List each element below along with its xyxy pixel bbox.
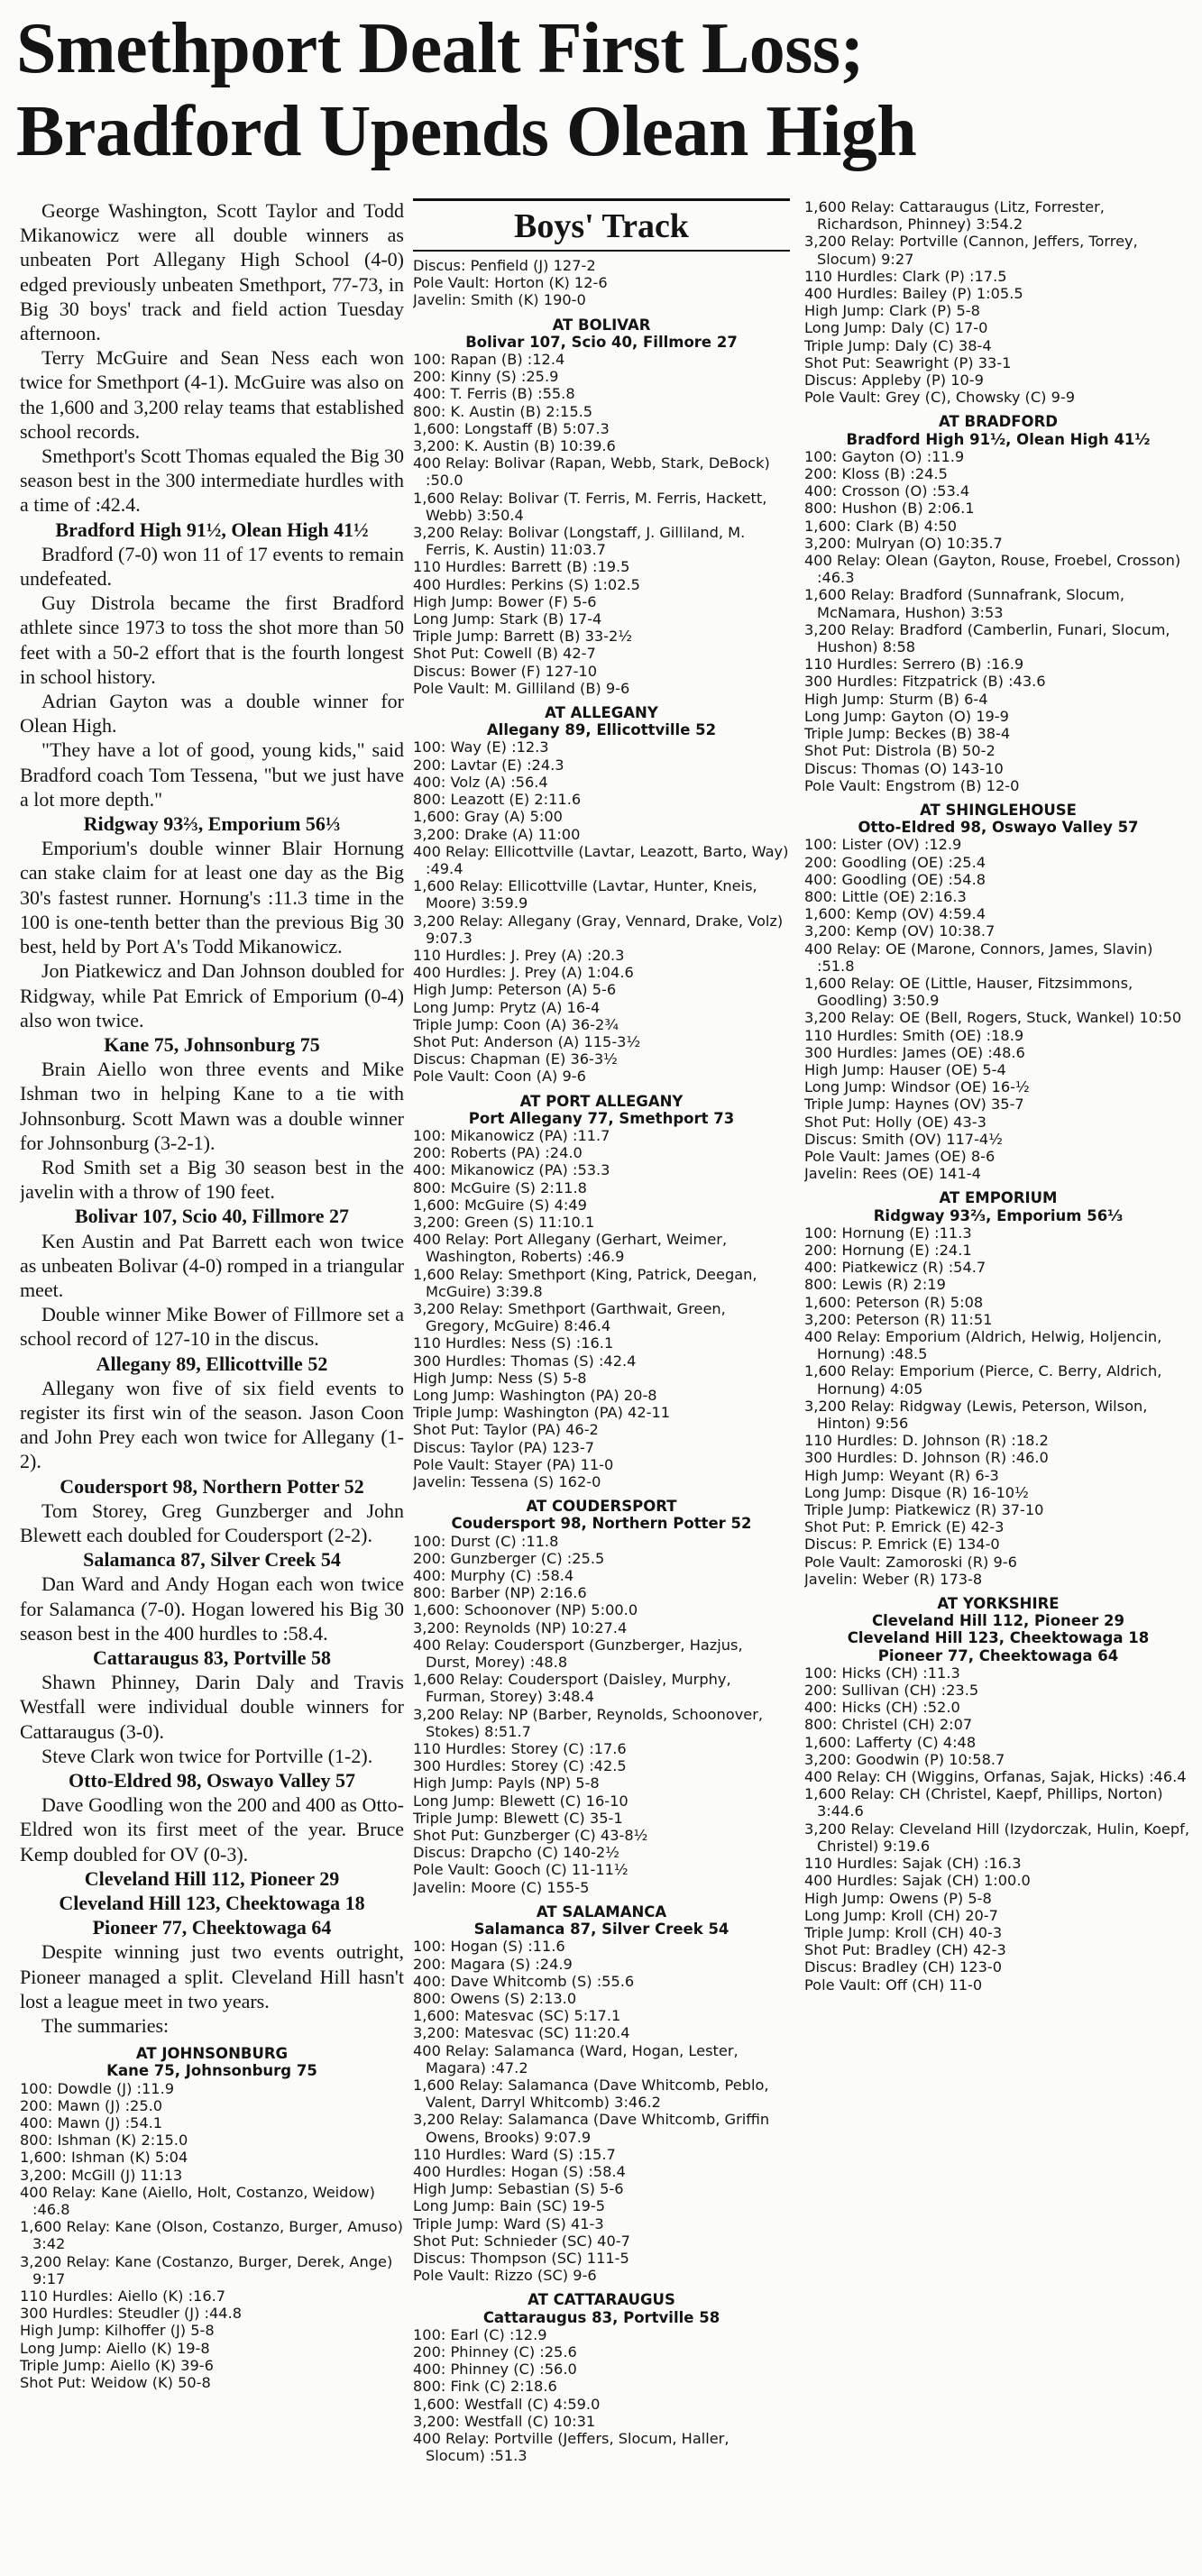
result-line: 100: Hogan (S) :11.6 xyxy=(413,1938,565,1956)
story-paragraph: Steve Clark won twice for Portville (1-2). xyxy=(41,1744,373,1767)
result-line: High Jump: Payls (NP) 5-8 xyxy=(413,1774,600,1792)
story-subhead: Bolivar 107, Scio 40, Fillmore 27 xyxy=(74,1205,350,1228)
result-line: 300 Hurdles: Storey (C) :42.5 xyxy=(413,1757,627,1775)
result-line: High Jump: Sebastian (S) 5-6 xyxy=(413,2180,624,2198)
result-line: 200: Goodling (OE) :25.4 xyxy=(804,853,986,871)
result-line: Discus: Penfield (J) 127-2 xyxy=(413,257,596,274)
result-line: 110 Hurdles: Sajak (CH) :16.3 xyxy=(804,1855,1022,1873)
result-line: 1,600: McGuire (S) 4:49 xyxy=(413,1196,587,1214)
result-line: Long Jump: Kroll (CH) 20-7 xyxy=(804,1906,998,1924)
result-line: 1,600 Relay: Smethport (King, Patrick, Deegan, McGuire) 3:39.8 xyxy=(413,1265,757,1300)
story-paragraph: Shawn Phinney, Darin Daly and Travis Westfall were individual double winners for Cattaraugus (3-0). xyxy=(20,1671,404,1743)
meet-location-heading: AT JOHNSONBURG xyxy=(135,2045,289,2063)
result-line: Pole Vault: Grey (C), Chowsky (C) 9-9 xyxy=(804,389,1076,407)
meet-score-heading: Allegany 89, Ellicottville 52 xyxy=(486,721,717,739)
result-line: 400 Hurdles: Perkins (S) 1:02.5 xyxy=(413,575,640,593)
result-line: Shot Put: Bradley (CH) 42-3 xyxy=(804,1941,1006,1959)
result-line: 3,200 Relay: Bolivar (Longstaff, J. Gilliland, M. Ferris, K. Austin) 11:03.7 xyxy=(413,524,746,559)
result-line: 1,600: Schoonover (NP) 5:00.0 xyxy=(413,1601,638,1619)
meet-location-heading: AT BRADFORD xyxy=(939,413,1058,431)
meet-location-heading: AT SHINGLEHOUSE xyxy=(920,801,1077,819)
result-line: Pole Vault: Zamoroski (R) 9-6 xyxy=(804,1553,1017,1571)
result-line: 800: Ishman (K) 2:15.0 xyxy=(20,2131,188,2150)
meet-score-heading: Coudersport 98, Northern Potter 52 xyxy=(451,1515,752,1533)
result-line: 800: Owens (S) 2:13.0 xyxy=(413,1989,577,2007)
result-line: 400 Hurdles: Sajak (CH) 1:00.0 xyxy=(804,1872,1031,1890)
result-line: 3,200: Goodwin (P) 10:58.7 xyxy=(804,1750,1005,1768)
result-line: Triple Jump: Kroll (CH) 40-3 xyxy=(804,1923,1003,1941)
story-subhead: Cattaraugus 83, Portville 58 xyxy=(93,1646,331,1669)
story-paragraph: Despite winning just two events outright, Pioneer managed a split. Cleveland Hill hasn't lost a league meet in two years. xyxy=(20,1940,404,2012)
result-line: 3,200: Mulryan (O) 10:35.7 xyxy=(804,534,1003,552)
result-line: 200: Phinney (C) :25.6 xyxy=(413,2342,577,2361)
result-line: Triple Jump: Haynes (OV) 35-7 xyxy=(804,1095,1024,1114)
result-line: Long Jump: Stark (B) 17-4 xyxy=(413,610,602,628)
result-line: 3,200: Matesvac (SC) 11:20.4 xyxy=(413,2024,630,2042)
result-line: Discus: Thompson (SC) 111-5 xyxy=(413,2249,629,2267)
result-line: Long Jump: Daly (C) 17-0 xyxy=(804,319,988,337)
result-line: 400: Dave Whitcomb (S) :55.6 xyxy=(413,1972,635,1990)
result-line: 3,200 Relay: Ridgway (Lewis, Peterson, Wilson, Hinton) 9:56 xyxy=(804,1397,1148,1433)
result-line: 100: Gayton (O) :11.9 xyxy=(804,447,965,465)
meet-score-heading: Cleveland Hill 123, Cheektowaga 18 xyxy=(847,1629,1150,1647)
meet-score-heading: Otto-Eldred 98, Oswayo Valley 57 xyxy=(858,819,1139,837)
headline-line-2: Bradford Upends Olean High xyxy=(16,92,917,171)
result-line: Long Jump: Blewett (C) 16-10 xyxy=(413,1792,629,1810)
story-subhead: Bradford High 91½, Olean High 41½ xyxy=(55,518,369,541)
result-line: Triple Jump: Beckes (B) 38-4 xyxy=(804,725,1011,743)
result-line: 3,200: Kemp (OV) 10:38.7 xyxy=(804,922,996,940)
story-paragraph: Ken Austin and Pat Barrett each won twice as unbeaten Bolivar (4-0) romped in a triangular meet. xyxy=(20,1229,404,1301)
result-line: High Jump: Clark (P) 5-8 xyxy=(804,302,980,320)
result-line: High Jump: Owens (P) 5-8 xyxy=(804,1889,992,1907)
result-line: 1,600 Relay: Cattaraugus (Litz, Forrester, Richardson, Phinney) 3:54.2 xyxy=(804,198,1105,234)
result-line: Shot Put: Gunzberger (C) 43-8½ xyxy=(413,1827,648,1845)
result-line: 800: McGuire (S) 2:11.8 xyxy=(413,1178,587,1196)
result-line: 3,200 Relay: Portville (Cannon, Jeffers, Torrey, Slocum) 9:27 xyxy=(804,233,1138,268)
result-line: 300 Hurdles: James (OE) :48.6 xyxy=(804,1043,1025,1061)
result-line: 800: K. Austin (B) 2:15.5 xyxy=(413,402,593,420)
result-line: 400: T. Ferris (B) :55.8 xyxy=(413,385,575,403)
result-line: Long Jump: Windsor (OE) 16-½ xyxy=(804,1078,1030,1096)
result-line: 400 Relay: Salamanca (Ward, Hogan, Lester, Magara) :47.2 xyxy=(413,2041,739,2076)
result-line: 100: Way (E) :12.3 xyxy=(413,738,549,756)
column-2 xyxy=(413,198,790,2464)
story-paragraph: Smethport's Scott Thomas equaled the Big 30 season best in the 300 intermediate hurdles with a time of :42.4. xyxy=(20,445,404,517)
result-line: 1,600 Relay: Coudersport (Daisley, Murphy, Furman, Storey) 3:48.4 xyxy=(413,1671,731,1706)
result-line: 1,600 Relay: Ellicottville (Lavtar, Hunter, Kneis, Moore) 3:59.9 xyxy=(413,877,757,912)
meet-score-heading: Bradford High 91½, Olean High 41½ xyxy=(846,430,1151,448)
result-line: Shot Put: Taylor (PA) 46-2 xyxy=(413,1421,599,1439)
story-paragraph: Brain Aiello won three events and Mike Ishman two in helping Kane to a tie with Johnsonburg. Scott Mawn was a double winner for Johnsonburg (3-2-1). xyxy=(20,1058,404,1154)
result-line: 100: Lister (OV) :12.9 xyxy=(804,836,962,854)
meet-score-heading: Pioneer 77, Cheektowaga 64 xyxy=(877,1646,1119,1664)
result-line: Long Jump: Gayton (O) 19-9 xyxy=(804,707,1009,725)
summaries-column-3 xyxy=(804,198,1192,1994)
story-subhead: Pioneer 77, Cheektowaga 64 xyxy=(92,1916,332,1939)
story-subhead: Allegany 89, Ellicottville 52 xyxy=(96,1352,328,1375)
result-line: High Jump: Kilhoffer (J) 5-8 xyxy=(20,2322,215,2340)
result-line: 400 Relay: Emporium (Aldrich, Helwig, Holjencin, Hornung) :48.5 xyxy=(804,1328,1162,1363)
story-subhead: Salamanca 87, Silver Creek 54 xyxy=(83,1548,341,1572)
result-line: High Jump: Hauser (OE) 5-4 xyxy=(804,1060,1006,1078)
summaries-column-2 xyxy=(413,257,790,2464)
result-line: 110 Hurdles: Barrett (B) :19.5 xyxy=(413,558,630,576)
result-line: 400 Hurdles: Hogan (S) :58.4 xyxy=(413,2162,626,2180)
result-line: Javelin: Moore (C) 155-5 xyxy=(413,1878,590,1896)
result-line: Shot Put: Seawright (P) 33-1 xyxy=(804,353,1012,371)
result-line: 400 Relay: OE (Marone, Connors, James, Slavin) :51.8 xyxy=(804,940,1153,975)
result-line: 400: Crosson (O) :53.4 xyxy=(804,482,970,500)
result-line: 400 Hurdles: J. Prey (A) 1:04.6 xyxy=(413,964,634,982)
result-line: 400: Goodling (OE) :54.8 xyxy=(804,870,986,888)
result-line: 3,200 Relay: Allegany (Gray, Vennard, Drake, Volz) 9:07.3 xyxy=(413,912,784,947)
result-line: 400 Relay: Olean (Gayton, Rouse, Froebel, Crosson) :46.3 xyxy=(804,552,1181,587)
result-line: 3,200 Relay: Smethport (Garthwait, Green, Gregory, McGuire) 8:46.4 xyxy=(413,1299,726,1335)
result-line: 110 Hurdles: D. Johnson (R) :18.2 xyxy=(804,1432,1049,1450)
result-line: 200: Gunzberger (C) :25.5 xyxy=(413,1549,605,1567)
result-line: 3,200: Peterson (R) 11:51 xyxy=(804,1310,993,1328)
result-line: 1,600: Peterson (R) 5:08 xyxy=(804,1293,984,1311)
result-line: Shot Put: Weidow (K) 50-8 xyxy=(20,2374,211,2392)
result-line: High Jump: Peterson (A) 5-6 xyxy=(413,981,617,999)
result-line: 1,600 Relay: Bradford (Sunnafrank, Slocum, McNamara, Hushon) 3:53 xyxy=(804,586,1124,621)
result-line: Pole Vault: Horton (K) 12-6 xyxy=(413,274,608,292)
story-subhead: Coudersport 98, Northern Potter 52 xyxy=(60,1474,364,1498)
result-line: 200: Mawn (J) :25.0 xyxy=(20,2096,163,2114)
result-line: 800: Fink (C) 2:18.6 xyxy=(413,2378,557,2396)
result-line: 3,200: Green (S) 11:10.1 xyxy=(413,1213,595,1231)
story-paragraph: George Washington, Scott Taylor and Todd Mikanowicz were all double winners as unbeaten Port Allegany High School (4-0) edged previously unbeaten Smethport, 77-73, in Big 30 boys' track and field action Tuesday afternoon. xyxy=(20,199,404,345)
result-line: Long Jump: Prytz (A) 16-4 xyxy=(413,998,601,1016)
result-line: Discus: Chapman (E) 36-3½ xyxy=(413,1050,618,1068)
result-line: 400: Hicks (CH) :52.0 xyxy=(804,1699,960,1717)
result-line: 1,600 Relay: CH (Christel, Kaepf, Phillips, Norton) 3:44.6 xyxy=(804,1785,1163,1820)
result-line: 300 Hurdles: Steudler (J) :44.8 xyxy=(20,2305,243,2323)
result-line: 110 Hurdles: J. Prey (A) :20.3 xyxy=(413,946,625,964)
story-paragraph: "They have a lot of good, young kids," said Bradford coach Tom Tessena, "but we just have a lot more depth." xyxy=(20,738,404,811)
column-3 xyxy=(804,198,1192,1994)
result-line: Discus: Taylor (PA) 123-7 xyxy=(413,1438,595,1456)
result-line: 300 Hurdles: Thomas (S) :42.4 xyxy=(413,1352,637,1370)
result-line: 110 Hurdles: Aiello (K) :16.7 xyxy=(20,2287,226,2306)
story-paragraph: Adrian Gayton was a double winner for Olean High. xyxy=(20,690,404,738)
result-line: Javelin: Weber (R) 173-8 xyxy=(804,1570,983,1588)
result-line: High Jump: Bower (F) 5-6 xyxy=(413,592,597,610)
result-line: Pole Vault: Gooch (C) 11-11½ xyxy=(413,1861,629,1879)
result-line: Shot Put: Distrola (B) 50-2 xyxy=(804,742,996,760)
result-line: 400 Hurdles: Bailey (P) 1:05.5 xyxy=(804,285,1023,303)
result-line: 1,600: Matesvac (SC) 5:17.1 xyxy=(413,2007,621,2025)
result-line: Discus: Bradley (CH) 123-0 xyxy=(804,1958,1003,1976)
result-line: 100: Rapan (B) :12.4 xyxy=(413,351,565,369)
result-line: 400 Relay: Coudersport (Gunzberger, Hazjus, Durst, Morey) :48.8 xyxy=(413,1636,743,1672)
result-line: 800: Leazott (E) 2:11.6 xyxy=(413,791,582,809)
result-line: 3,200 Relay: Cleveland Hill (Izydorczak, Hulin, Koepf, Christel) 9:19.6 xyxy=(804,1820,1189,1855)
result-line: Triple Jump: Washington (PA) 42-11 xyxy=(413,1404,671,1422)
result-line: 800: Christel (CH) 2:07 xyxy=(804,1716,973,1734)
result-line: 110 Hurdles: Ward (S) :15.7 xyxy=(413,2145,616,2163)
result-line: 200: Lavtar (E) :24.3 xyxy=(413,756,564,774)
story-subhead: Cleveland Hill 112, Pioneer 29 xyxy=(84,1866,340,1890)
result-line: 400: Volz (A) :56.4 xyxy=(413,773,548,791)
meet-score-heading: Kane 75, Johnsonburg 75 xyxy=(106,2062,317,2080)
result-line: 400: Phinney (C) :56.0 xyxy=(413,2361,577,2379)
result-line: Pole Vault: Off (CH) 11-0 xyxy=(804,1976,983,1994)
story-paragraph: The summaries: xyxy=(41,2014,170,2038)
result-line: 300 Hurdles: Fitzpatrick (B) :43.6 xyxy=(804,673,1046,691)
result-line: High Jump: Ness (S) 5-8 xyxy=(413,1369,587,1387)
story-paragraph: Dan Ward and Andy Hogan each won twice for Salamanca (7-0). Hogan lowered his Big 30 season best in the 400 hurdles to :58.4. xyxy=(20,1572,404,1645)
result-line: 3,200 Relay: Salamanca (Dave Whitcomb, Griffin Owens, Brooks) 9:07.9 xyxy=(413,2111,770,2146)
result-line: 1,600: Westfall (C) 4:59.0 xyxy=(413,2395,601,2413)
result-line: 3,200 Relay: Bradford (Camberlin, Funari, Slocum, Hushon) 8:58 xyxy=(804,620,1170,656)
meet-score-heading: Cattaraugus 83, Portville 58 xyxy=(482,2308,720,2326)
headline-line-1: Smethport Dealt First Loss; xyxy=(16,9,864,88)
result-line: 110 Hurdles: Ness (S) :16.1 xyxy=(413,1334,614,1352)
result-line: Triple Jump: Aiello (K) 39-6 xyxy=(20,2356,214,2374)
meet-location-heading: AT EMPORIUM xyxy=(939,1189,1058,1207)
story-paragraph: Bradford (7-0) won 11 of 17 events to remain undefeated. xyxy=(20,542,404,591)
story-paragraph: Emporium's double winner Blair Hornung can stake claim for at least one day as the Big 30's fastest runner. Hornung's :11.3 time in the 100 is one-tenth better than the previous Big 30 best, held by Port A's Todd Mikanowicz. xyxy=(20,837,404,958)
story-subhead: Otto-Eldred 98, Oswayo Valley 57 xyxy=(68,1769,355,1792)
result-line: 100: Mikanowicz (PA) :11.7 xyxy=(413,1126,610,1144)
result-line: 3,200 Relay: OE (Bell, Rogers, Stuck, Wankel) 10:50 xyxy=(804,1009,1182,1027)
result-line: 800: Lewis (R) 2:19 xyxy=(804,1276,946,1294)
result-line: 1,600: Gray (A) 5:00 xyxy=(413,808,563,826)
result-line: 1,600 Relay: Salamanca (Dave Whitcomb, Peblo, Valent, Darryl Whitcomb) 3:46.2 xyxy=(413,2076,769,2112)
result-line: 110 Hurdles: Serrero (B) :16.9 xyxy=(804,655,1024,674)
result-line: Triple Jump: Piatkewicz (R) 37-10 xyxy=(804,1501,1044,1519)
result-line: 110 Hurdles: Clark (P) :17.5 xyxy=(804,267,1007,285)
meet-location-heading: AT YORKSHIRE xyxy=(937,1595,1060,1613)
result-line: 100: Dowdle (J) :11.9 xyxy=(20,2079,175,2097)
result-line: 400 Relay: CH (Wiggins, Orfanas, Sajak, Hicks) :46.4 xyxy=(804,1768,1187,1786)
meet-location-heading: AT CATTARAUGUS xyxy=(528,2291,675,2309)
result-line: Long Jump: Aiello (K) 19-8 xyxy=(20,2339,210,2357)
summaries-column-1 xyxy=(20,2045,404,2391)
result-line: Long Jump: Washington (PA) 20-8 xyxy=(413,1387,657,1404)
result-line: 1,600: Kemp (OV) 4:59.4 xyxy=(804,905,986,923)
result-line: 1,600: Longstaff (B) 5:07.3 xyxy=(413,419,610,437)
column-1 xyxy=(20,198,404,2391)
result-line: Javelin: Smith (K) 190-0 xyxy=(413,291,586,309)
result-line: Shot Put: Cowell (B) 42-7 xyxy=(413,645,596,663)
result-line: Triple Jump: Coon (A) 36-2¾ xyxy=(413,1015,619,1033)
meet-score-heading: Cleveland Hill 112, Pioneer 29 xyxy=(871,1612,1125,1630)
result-line: Pole Vault: Engstrom (B) 12-0 xyxy=(804,776,1020,794)
result-line: 1,600 Relay: OE (Little, Hauser, Fitzsimmons, Goodling) 3:50.9 xyxy=(804,974,1133,1010)
result-line: Pole Vault: James (OE) 8-6 xyxy=(804,1147,996,1165)
result-line: 400: Piatkewicz (R) :54.7 xyxy=(804,1259,986,1277)
result-line: 400: Murphy (C) :58.4 xyxy=(413,1567,574,1585)
result-line: 400 Relay: Portville (Jeffers, Slocum, Haller, Slocum) :51.3 xyxy=(413,2429,729,2465)
story-paragraph: Double winner Mike Bower of Fillmore set a school record of 127-10 in the discus. xyxy=(20,1303,404,1351)
result-line: 100: Hicks (CH) :11.3 xyxy=(804,1664,960,1682)
result-line: 800: Barber (NP) 2:16.6 xyxy=(413,1584,587,1602)
result-line: 800: Hushon (B) 2:06.1 xyxy=(804,500,975,518)
result-line: 300 Hurdles: D. Johnson (R) :46.0 xyxy=(804,1449,1049,1467)
result-line: 200: Roberts (PA) :24.0 xyxy=(413,1144,583,1162)
result-line: Javelin: Tessena (S) 162-0 xyxy=(413,1473,601,1491)
meet-location-heading: AT BOLIVAR xyxy=(552,316,651,334)
result-line: Triple Jump: Barrett (B) 33-2½ xyxy=(413,628,633,646)
result-line: 200: Sullivan (CH) :23.5 xyxy=(804,1682,979,1700)
result-line: 200: Kinny (S) :25.9 xyxy=(413,368,559,386)
result-line: 1,600 Relay: Bolivar (T. Ferris, M. Ferris, Hackett, Webb) 3:50.4 xyxy=(413,489,767,524)
result-line: 200: Hornung (E) :24.1 xyxy=(804,1241,972,1259)
result-line: 3,200: K. Austin (B) 10:39.6 xyxy=(413,437,616,455)
result-line: 400 Relay: Ellicottville (Lavtar, Leazott, Barto, Way) :49.4 xyxy=(413,842,789,877)
result-line: 400 Relay: Bolivar (Rapan, Webb, Stark, DeBock) :50.0 xyxy=(413,454,770,490)
result-line: Discus: P. Emrick (E) 134-0 xyxy=(804,1536,1000,1554)
result-line: Long Jump: Bain (SC) 19-5 xyxy=(413,2197,606,2215)
result-line: High Jump: Weyant (R) 6-3 xyxy=(804,1466,999,1484)
meet-location-heading: AT SALAMANCA xyxy=(536,1902,667,1921)
result-line: 100: Hornung (E) :11.3 xyxy=(804,1224,972,1242)
result-line: Triple Jump: Ward (S) 41-3 xyxy=(413,2214,604,2232)
headline xyxy=(16,7,1188,173)
story-paragraph: Dave Goodling won the 200 and 400 as Otto-Eldred won its first meet of the year. Bruce Kemp doubled for OV (0-3). xyxy=(20,1793,404,1866)
result-line: Discus: Drapcho (C) 140-2½ xyxy=(413,1844,619,1862)
meet-location-heading: AT COUDERSPORT xyxy=(526,1498,677,1516)
result-line: 200: Kloss (B) :24.5 xyxy=(804,465,948,483)
result-line: 100: Earl (C) :12.9 xyxy=(413,2325,547,2343)
result-line: Pole Vault: M. Gilliland (B) 9-6 xyxy=(413,679,630,697)
result-line: 3,200: McGill (J) 11:13 xyxy=(20,2166,183,2184)
result-line: Pole Vault: Stayer (PA) 11-0 xyxy=(413,1455,614,1473)
result-line: 400: Mikanowicz (PA) :53.3 xyxy=(413,1161,610,1179)
result-line: Discus: Appleby (P) 10-9 xyxy=(804,371,984,390)
result-line: Discus: Bower (F) 127-10 xyxy=(413,662,598,680)
result-line: 1,600: Lafferty (C) 4:48 xyxy=(804,1733,977,1751)
result-line: Triple Jump: Blewett (C) 35-1 xyxy=(413,1809,623,1827)
result-line: Pole Vault: Coon (A) 9-6 xyxy=(413,1068,586,1086)
result-line: 3,200: Drake (A) 11:00 xyxy=(413,825,581,843)
result-line: Discus: Smith (OV) 117-4½ xyxy=(804,1130,1003,1148)
result-line: 1,600 Relay: Kane (Olson, Costanzo, Burger, Amuso) 3:42 xyxy=(20,2218,403,2253)
meet-score-heading: Bolivar 107, Scio 40, Fillmore 27 xyxy=(465,333,738,351)
story-body xyxy=(20,198,404,2038)
result-line: 1,600 Relay: Emporium (Pierce, C. Berry, Aldrich, Hornung) 4:05 xyxy=(804,1362,1162,1398)
story-paragraph: Guy Distrola became the first Bradford athlete since 1973 to toss the shot more than 50 feet with a 50-2 effort that is the fourth longest in school history. xyxy=(20,591,404,688)
story-subhead: Ridgway 93⅔, Emporium 56⅓ xyxy=(83,812,341,836)
result-line: 110 Hurdles: Smith (OE) :18.9 xyxy=(804,1026,1024,1044)
result-line: 3,200: Westfall (C) 10:31 xyxy=(413,2412,596,2430)
story-paragraph: Jon Piatkewicz and Dan Johnson doubled for Ridgway, while Pat Emrick of Emporium (0-4) also won twice. xyxy=(20,959,404,1031)
story-paragraph: Rod Smith set a Big 30 season best in the javelin with a throw of 190 feet. xyxy=(20,1155,404,1204)
meet-score-heading: Ridgway 93⅔, Emporium 56⅓ xyxy=(873,1206,1124,1224)
result-line: Triple Jump: Daly (C) 38-4 xyxy=(804,336,992,354)
story-paragraph: Tom Storey, Greg Gunzberger and John Blewett each doubled for Coudersport (2-2). xyxy=(20,1499,404,1546)
result-line: High Jump: Sturm (B) 6-4 xyxy=(804,690,988,708)
result-line: 400 Relay: Kane (Aiello, Holt, Costanzo, Weidow) :46.8 xyxy=(20,2183,375,2219)
result-line: Shot Put: P. Emrick (E) 42-3 xyxy=(804,1518,1005,1536)
result-line: Javelin: Rees (OE) 141-4 xyxy=(804,1165,981,1183)
result-line: 200: Magara (S) :24.9 xyxy=(413,1955,573,1973)
result-line: Shot Put: Schnieder (SC) 40-7 xyxy=(413,2232,630,2250)
story-subhead: Cleveland Hill 123, Cheektowaga 18 xyxy=(59,1892,365,1915)
meet-location-heading: AT PORT ALLEGANY xyxy=(519,1092,684,1110)
result-line: 400: Mawn (J) :54.1 xyxy=(20,2114,163,2132)
result-line: 1,600: Ishman (K) 5:04 xyxy=(20,2149,188,2167)
result-line: 1,600: Clark (B) 4:50 xyxy=(804,517,958,535)
result-line: Shot Put: Holly (OE) 43-3 xyxy=(804,1113,986,1131)
result-line: 100: Durst (C) :11.8 xyxy=(413,1532,559,1550)
result-line: 110 Hurdles: Storey (C) :17.6 xyxy=(413,1740,627,1758)
meet-score-heading: Salamanca 87, Silver Creek 54 xyxy=(473,1921,729,1939)
story-paragraph: Allegany won five of six field events to register its first win of the season. Jason Coon and John Prey each won twice for Allegany (1-2). xyxy=(20,1376,404,1473)
meet-score-heading: Port Allegany 77, Smethport 73 xyxy=(468,1109,735,1127)
result-line: Long Jump: Disque (R) 16-10½ xyxy=(804,1483,1029,1501)
result-line: Pole Vault: Rizzo (SC) 9-6 xyxy=(413,2267,597,2285)
boys-track-title: Boys' Track xyxy=(413,198,790,252)
result-line: 3,200 Relay: NP (Barber, Reynolds, Schoonover, Stokes) 8:51.7 xyxy=(413,1705,764,1740)
meet-location-heading: AT ALLEGANY xyxy=(545,704,658,722)
result-line: 3,200: Reynolds (NP) 10:27.4 xyxy=(413,1618,628,1636)
story-subhead: Kane 75, Johnsonburg 75 xyxy=(104,1032,320,1056)
result-line: 3,200 Relay: Kane (Costanzo, Burger, Derek, Ange) 9:17 xyxy=(20,2252,393,2287)
result-line: Shot Put: Anderson (A) 115-3½ xyxy=(413,1032,641,1050)
result-line: 800: Little (OE) 2:16.3 xyxy=(804,887,967,905)
result-line: Discus: Thomas (O) 143-10 xyxy=(804,759,1004,777)
story-paragraph: Terry McGuire and Sean Ness each won twice for Smethport (4-1). McGuire was also on the 1,600 and 3,200 relay teams that established school records. xyxy=(20,346,404,443)
result-line: 400 Relay: Port Allegany (Gerhart, Weimer, Washington, Roberts) :46.9 xyxy=(413,1231,728,1266)
